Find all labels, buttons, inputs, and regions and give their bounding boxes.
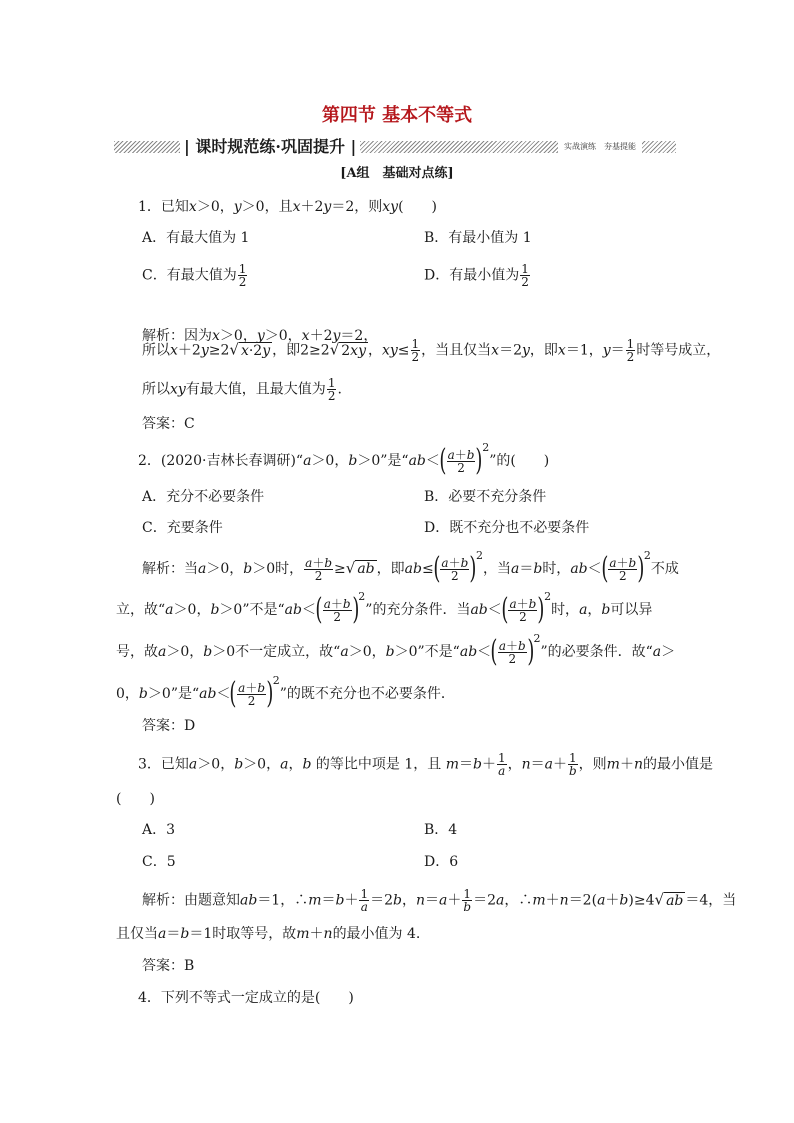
q3-solution-1: 解析：由题意知ab＝1，∴m＝b＋ $\frac{1}{a}$ ＝2b，n＝a＋ $\frac{1}{b}$ ＝2a，∴m＋n＝2(a＋b)≥4√ ab ＝4，当 — [142, 887, 737, 914]
q2-solution-2: 立，故“a＞0，b＞0”不是“ab＜( $\frac{a+b}{2}$ )$^2$”的充分条件．当ab＜( $\frac{a+b}{2}$ )$^2$时，a，b可以异 — [116, 590, 653, 627]
q2-option-a: A．充分不必要条件 — [142, 489, 265, 505]
group-heading: [A组 基础对点练] — [340, 166, 454, 181]
q3-option-c: C．5 — [142, 854, 176, 870]
q2-solution-4: 0，b＞0”是“ab＜( $\frac{a+b}{2}$ )$^2$”的既不充分也不必要条件． — [116, 674, 455, 711]
q3-option-a: A．3 — [142, 822, 176, 838]
q1-solution-2: 所以x＋2y≥2√ x·2y ，即2≥2√ 2xy ，xy≤ $\frac{1}{2}$ ，当且仅当x＝2y，即x＝1，y＝ $\frac{1}{2}$ 时等号成立， — [142, 337, 721, 364]
q1-option-a: A．有最大值为 1 — [142, 230, 250, 246]
q1-option-c: C．有最大值为 $\frac{1}{2}$ — [142, 262, 247, 289]
q1-stem: 1．已知x＞0，y＞0，且x＋2y＝2，则xy( ) — [138, 199, 438, 215]
q1-solution-3: 所以xy有最大值，且最大值为 $\frac{1}{2}$ . — [142, 376, 342, 403]
q4-stem: 4．下列不等式一定成立的是( ) — [138, 990, 354, 1006]
q1-option-d: D．有最小值为 $\frac{1}{2}$ — [424, 262, 529, 289]
q2-solution-1: 解析：当a＞0，b＞0时， $\frac{a+b}{2}$ ≥√ ab ，即ab≤( $\frac{a+b}{2}$ )$^2$，当a＝b时，ab＜( $\frac{a+b}{2}$ )$^2$不成 — [142, 549, 679, 586]
q2-option-d: D．既不充分也不必要条件 — [424, 520, 590, 536]
section-banner — [114, 138, 676, 156]
banner-tagline: 实战演练 夯基提能 — [558, 140, 642, 154]
q3-solution-2: 且仅当a＝b＝1时取等号，故m＋n的最小值为 4. — [116, 926, 421, 942]
q3-option-d: D．6 — [424, 854, 459, 870]
page-title: 第四节 基本不等式 — [321, 105, 473, 126]
q2-option-b: B．必要不充分条件 — [424, 489, 547, 505]
q1-answer: 答案：C — [142, 416, 195, 432]
q1-solution-1: 解析：因为x＞0，y＞0，x＋2y＝2， — [142, 328, 378, 344]
q1-option-b: B．有最小值为 1 — [424, 230, 532, 246]
q3-stem-bracket: ( ) — [116, 791, 155, 807]
q2-option-c: C．充要条件 — [142, 520, 223, 536]
q2-answer: 答案：D — [142, 718, 196, 734]
q3-option-b: B．4 — [424, 822, 458, 838]
banner-title: | 课时规范练·巩固提升 | — [180, 136, 360, 158]
q2-stem: 2．(2020·吉林长春调研)“a＞0，b＞0”是“ab＜( $\frac{a+b}{2}$ )$^2$”的( ) — [138, 441, 550, 478]
q3-stem: 3．已知a＞0，b＞0，a，b 的等比中项是 1，且 m＝b＋ $\frac{1}{a}$ ，n＝a＋ $\frac{1}{b}$ ，则m＋n的最小值是 — [138, 751, 713, 778]
q3-answer: 答案：B — [142, 958, 195, 974]
q2-solution-3: 号，故a＞0，b＞0不一定成立，故“a＞0，b＞0”不是“ab＜( $\frac{a+b}{2}$ )$^2$”的必要条件．故“a＞ — [116, 632, 676, 669]
